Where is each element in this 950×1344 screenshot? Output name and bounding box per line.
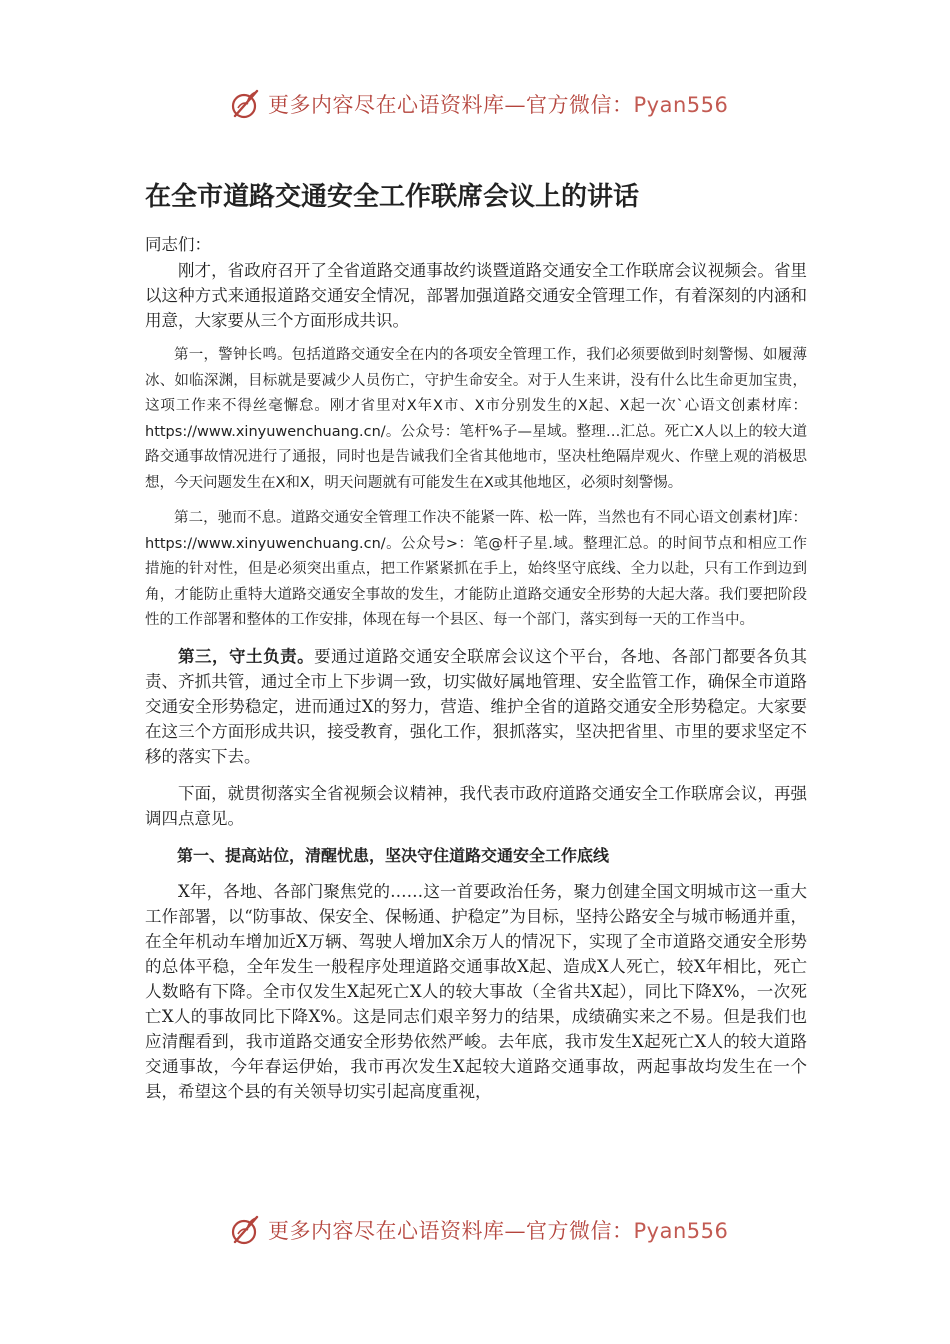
watermark-text <box>268 89 728 119</box>
quill-logo-icon <box>228 86 264 122</box>
watermark-slogan: 更多内容尽在心语资料库—官方微信： <box>268 1219 634 1243</box>
document-title: 在全市道路交通安全工作联席会议上的讲话 <box>145 182 640 212</box>
point-two-paragraph: 第二，驰而不息。道路交通安全管理工作决不能紧一阵、松一阵，当然也有不同心语文创素材]库：https://www.xinyuwenchuang.cn/。公众号>：笔@杆子星.域。整理汇总。的时间节点和相应工作措施的针对性，但是必须突出重点，把工作紧紧抓在手上，始终坚守底线、全力以赴，只有工作到边到角，才能防止重特大道路交通安全事故的发生，才能防止道路交通安全形势的大起大落。我们要把阶段性的工作部署和整体的工作安排，体现在每一个县区、每一个部门，落实到每一天的工作当中。 <box>145 510 807 628</box>
watermark-slogan: 更多内容尽在心语资料库—官方微信： <box>268 93 634 117</box>
header-watermark-banner <box>0 84 950 124</box>
point-three-text: 要通过道路交通安全联席会议这个平台，各地、各部门都要各负其责、齐抓共管，通过全市上下步调一致，切实做好属地管理、安全监管工作，确保全市道路交通安全形势稳定，进而通过X的努力，营造、维护全省的道路交通安全形势稳定。大家要在这三个方面形成共识，接受教育，强化工作，狠抓落实，坚决把省里、市里的要求坚定不移的落实下去。 <box>145 646 808 766</box>
point-three-paragraph <box>145 644 807 769</box>
point-three-lead: 第三，守土负责。 <box>178 646 315 666</box>
footer-watermark-banner <box>0 1210 950 1250</box>
watermark-handle: Pyan556 <box>633 1219 729 1243</box>
watermark-handle: Pyan556 <box>633 93 729 117</box>
intro-paragraph: 刚才，省政府召开了全省道路交通事故约谈暨道路交通安全工作联席会议视频会。省里以这种方式来通报道路交通安全情况，部署加强道路交通安全管理工作，有着深刻的内涵和用意，大家要从三个方面形成共识。 <box>145 261 807 330</box>
section-one-heading: 第一、提高站位，清醒忧患，坚决守住道路交通安全工作底线 <box>177 845 610 865</box>
point-one-paragraph: 第一，警钟长鸣。包括道路交通安全在内的各项安全管理工作，我们必须要做到时刻警惕、如履薄冰、如临深渊，目标就是要减少人员伤亡，守护生命安全。对于人生来讲，没有什么比生命更加宝贵，这项工作来不得丝毫懈怠。刚才省里对X年X市、X市分别发生的X起、X起一次`心语文创素材库：https://www.xinyuwenchuang.cn/。公众号：笔杆%子—星域。整理…汇总。死亡X人以上的较大道路交通事故情况进行了通报，同时也是告诫我们全省其他地市，坚决杜绝隔岸观火、作壁上观的消极思想，今天问题发生在X和X，明天问题就有可能发生在X或其他地区，必须时刻警惕。 <box>145 347 807 491</box>
section-one-body: X年，各地、各部门聚焦党的……这一首要政治任务，聚力创建全国文明城市这一重大工作部署，以“防事故、保安全、保畅通、护稳定”为目标，坚持公路安全与城市畅通并重，在全年机动车增加近X万辆、驾驶人增加X余万人的情况下，实现了全市道路交通安全形势的总体平稳，全年发生一般程序处理道路交通事故X起、造成X人死亡，较X年相比，死亡人数略有下降。全市仅发生X起死亡X人的较大事故（全省共X起），同比下降X%，一次死亡X人的事故同比下降X%。这是同志们艰辛努力的结果，成绩确实来之不易。但是我们也应清醒看到，我市道路交通安全形势依然严峻。去年底，我市发生X起死亡X人的较大道路交通事故，今年春运伊始，我市再次发生X起较大道路交通事故，两起事故均发生在一个县，希望这个县的有关领导切实引起高度重视， <box>145 881 807 1101</box>
quill-logo-icon <box>228 1212 264 1248</box>
salutation: 同志们： <box>145 235 211 254</box>
transition-paragraph: 下面，就贯彻落实全省视频会议精神，我代表市政府道路交通安全工作联席会议，再强调四点意见。 <box>145 783 807 828</box>
watermark-text <box>268 1215 728 1245</box>
document-body <box>145 232 807 1104</box>
